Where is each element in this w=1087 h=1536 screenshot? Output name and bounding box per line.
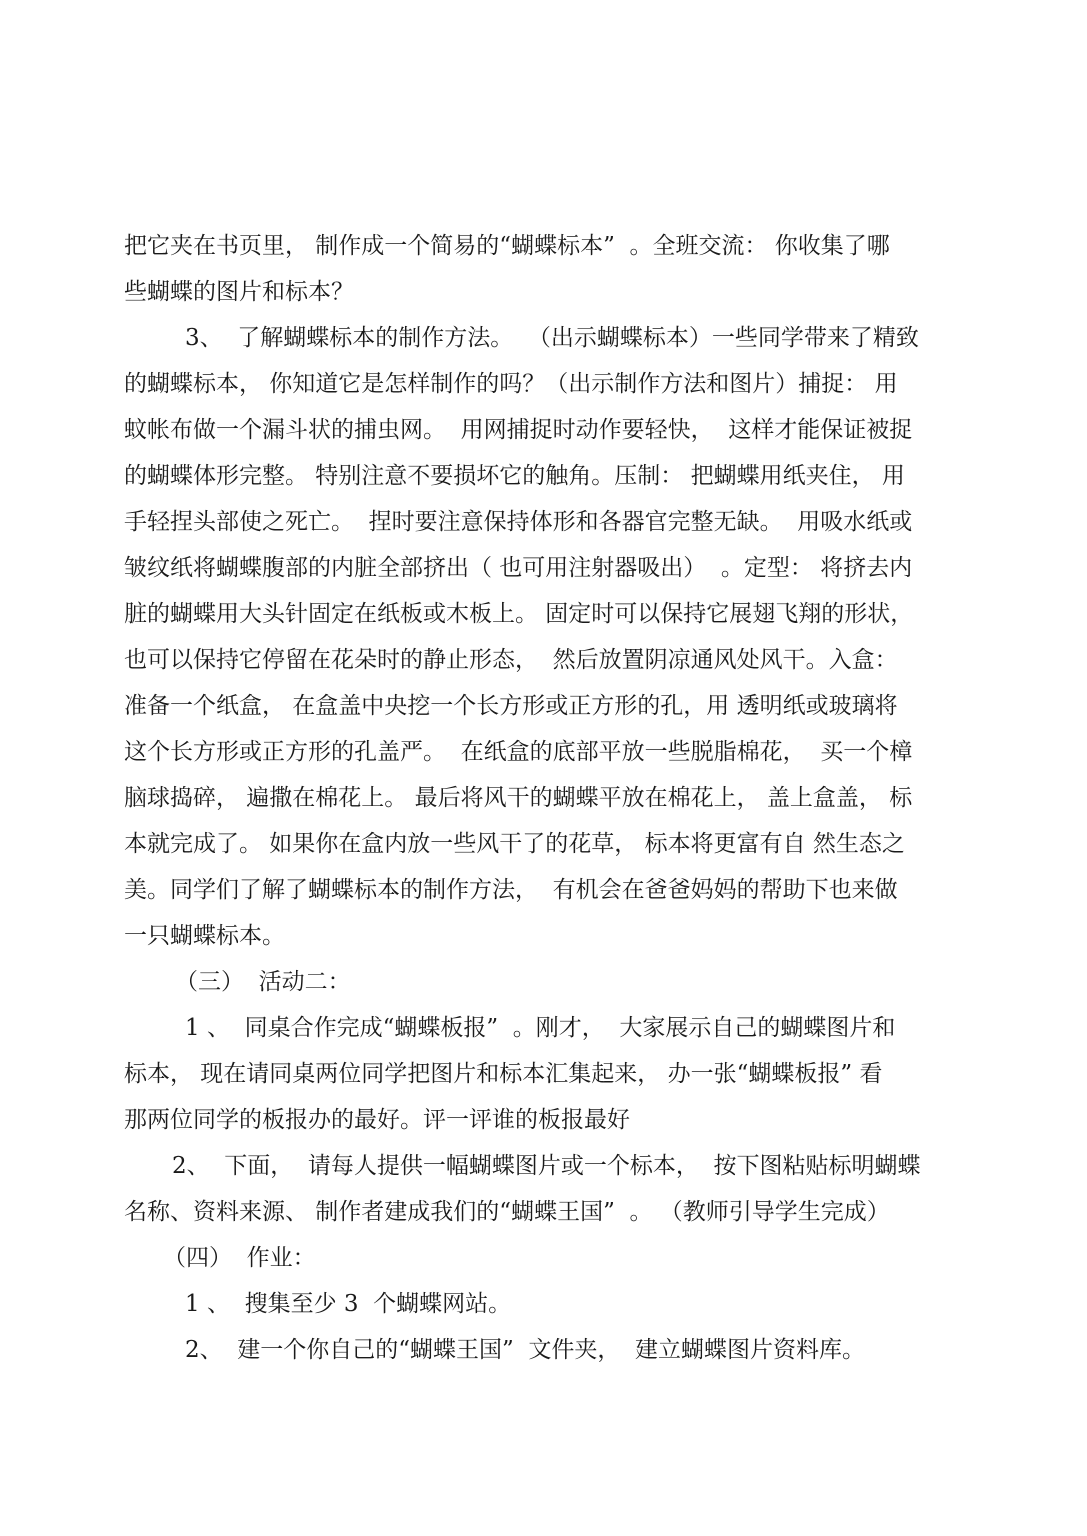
text-line: 1 、 同桌合作完成“蝴蝶板报” 。刚才， 大家展示自己的蝴蝶图片和 [185,1015,896,1041]
text-line: 美。同学们了解了蝴蝶标本的制作方法， 有机会在爸爸妈妈的帮助下也来做 [124,877,898,903]
text-line: 这个长方形或正方形的孔盖严。 在纸盒的底部平放一些脱脂棉花， 买一个樟 [124,739,913,765]
text-line: 的蝴蝶体形完整。 特别注意不要损坏它的触角。压制： 把蝴蝶用纸夹住， 用 [124,463,905,489]
section-heading: （四） 作业： [163,1245,316,1271]
text-line: 皱纹纸将蝴蝶腹部的内脏全部挤出（ 也可用注射器吸出） 。定型： 将挤去内 [124,555,913,581]
text-line: 本就完成了。 如果你在盒内放一些风干了的花草， 标本将更富有自 然生态之 [124,831,905,857]
text-line: 2、 下面， 请每人提供一幅蝴蝶图片或一个标本， 按下图粘贴标明蝴蝶 [172,1153,921,1179]
text-line: 蚊帐布做一个漏斗状的捕虫网。 用网捕捉时动作要轻快， 这样才能保证被捉 [124,417,913,443]
text-line: 些蝴蝶的图片和标本？ [124,279,354,305]
text-line: 一只蝴蝶标本。 [124,923,285,949]
text-line: 手轻捏头部使之死亡。 捏时要注意保持体形和各器官完整无缺。 用吸水纸或 [124,509,913,535]
text-line: 标本， 现在请同桌两位同学把图片和标本汇集起来， 办一张“蝴蝶板报” 看 [124,1061,883,1087]
text-line: 1 、 搜集至少 3 个蝴蝶网站。 [185,1291,512,1317]
text-line: 的蝴蝶标本， 你知道它是怎样制作的吗？（出示制作方法和图片）捕捉： 用 [124,371,898,397]
text-line: 脏的蝴蝶用大头针固定在纸板或木板上。 固定时可以保持它展翅飞翔的形状， [124,601,914,627]
text-line: 名称、资料来源、 制作者建成我们的“蝴蝶王国” 。 （教师引导学生完成） [124,1199,890,1225]
text-line: 2、 建一个你自己的“蝴蝶王国” 文件夹， 建立蝴蝶图片资料库。 [185,1337,866,1363]
text-line: 也可以保持它停留在花朵时的静止形态， 然后放置阴凉通风处风干。入盒： [124,647,898,673]
text-line: 3、 了解蝴蝶标本的制作方法。 （出示蝴蝶标本）一些同学带来了精致 [185,325,919,351]
text-line: 把它夹在书页里， 制作成一个简易的“蝴蝶标本” 。全班交流： 你收集了哪 [124,233,890,259]
text-line: 准备一个纸盒， 在盒盖中央挖一个长方形或正方形的孔，用 透明纸或玻璃将 [124,693,898,719]
text-line: 那两位同学的板报办的最好。评一评谁的板报最好 [124,1107,630,1133]
text-line: 脑球捣碎， 遍撒在棉花上。 最后将风干的蝴蝶平放在棉花上， 盖上盒盖， 标 [124,785,913,811]
section-heading: （三） 活动二： [175,969,351,995]
